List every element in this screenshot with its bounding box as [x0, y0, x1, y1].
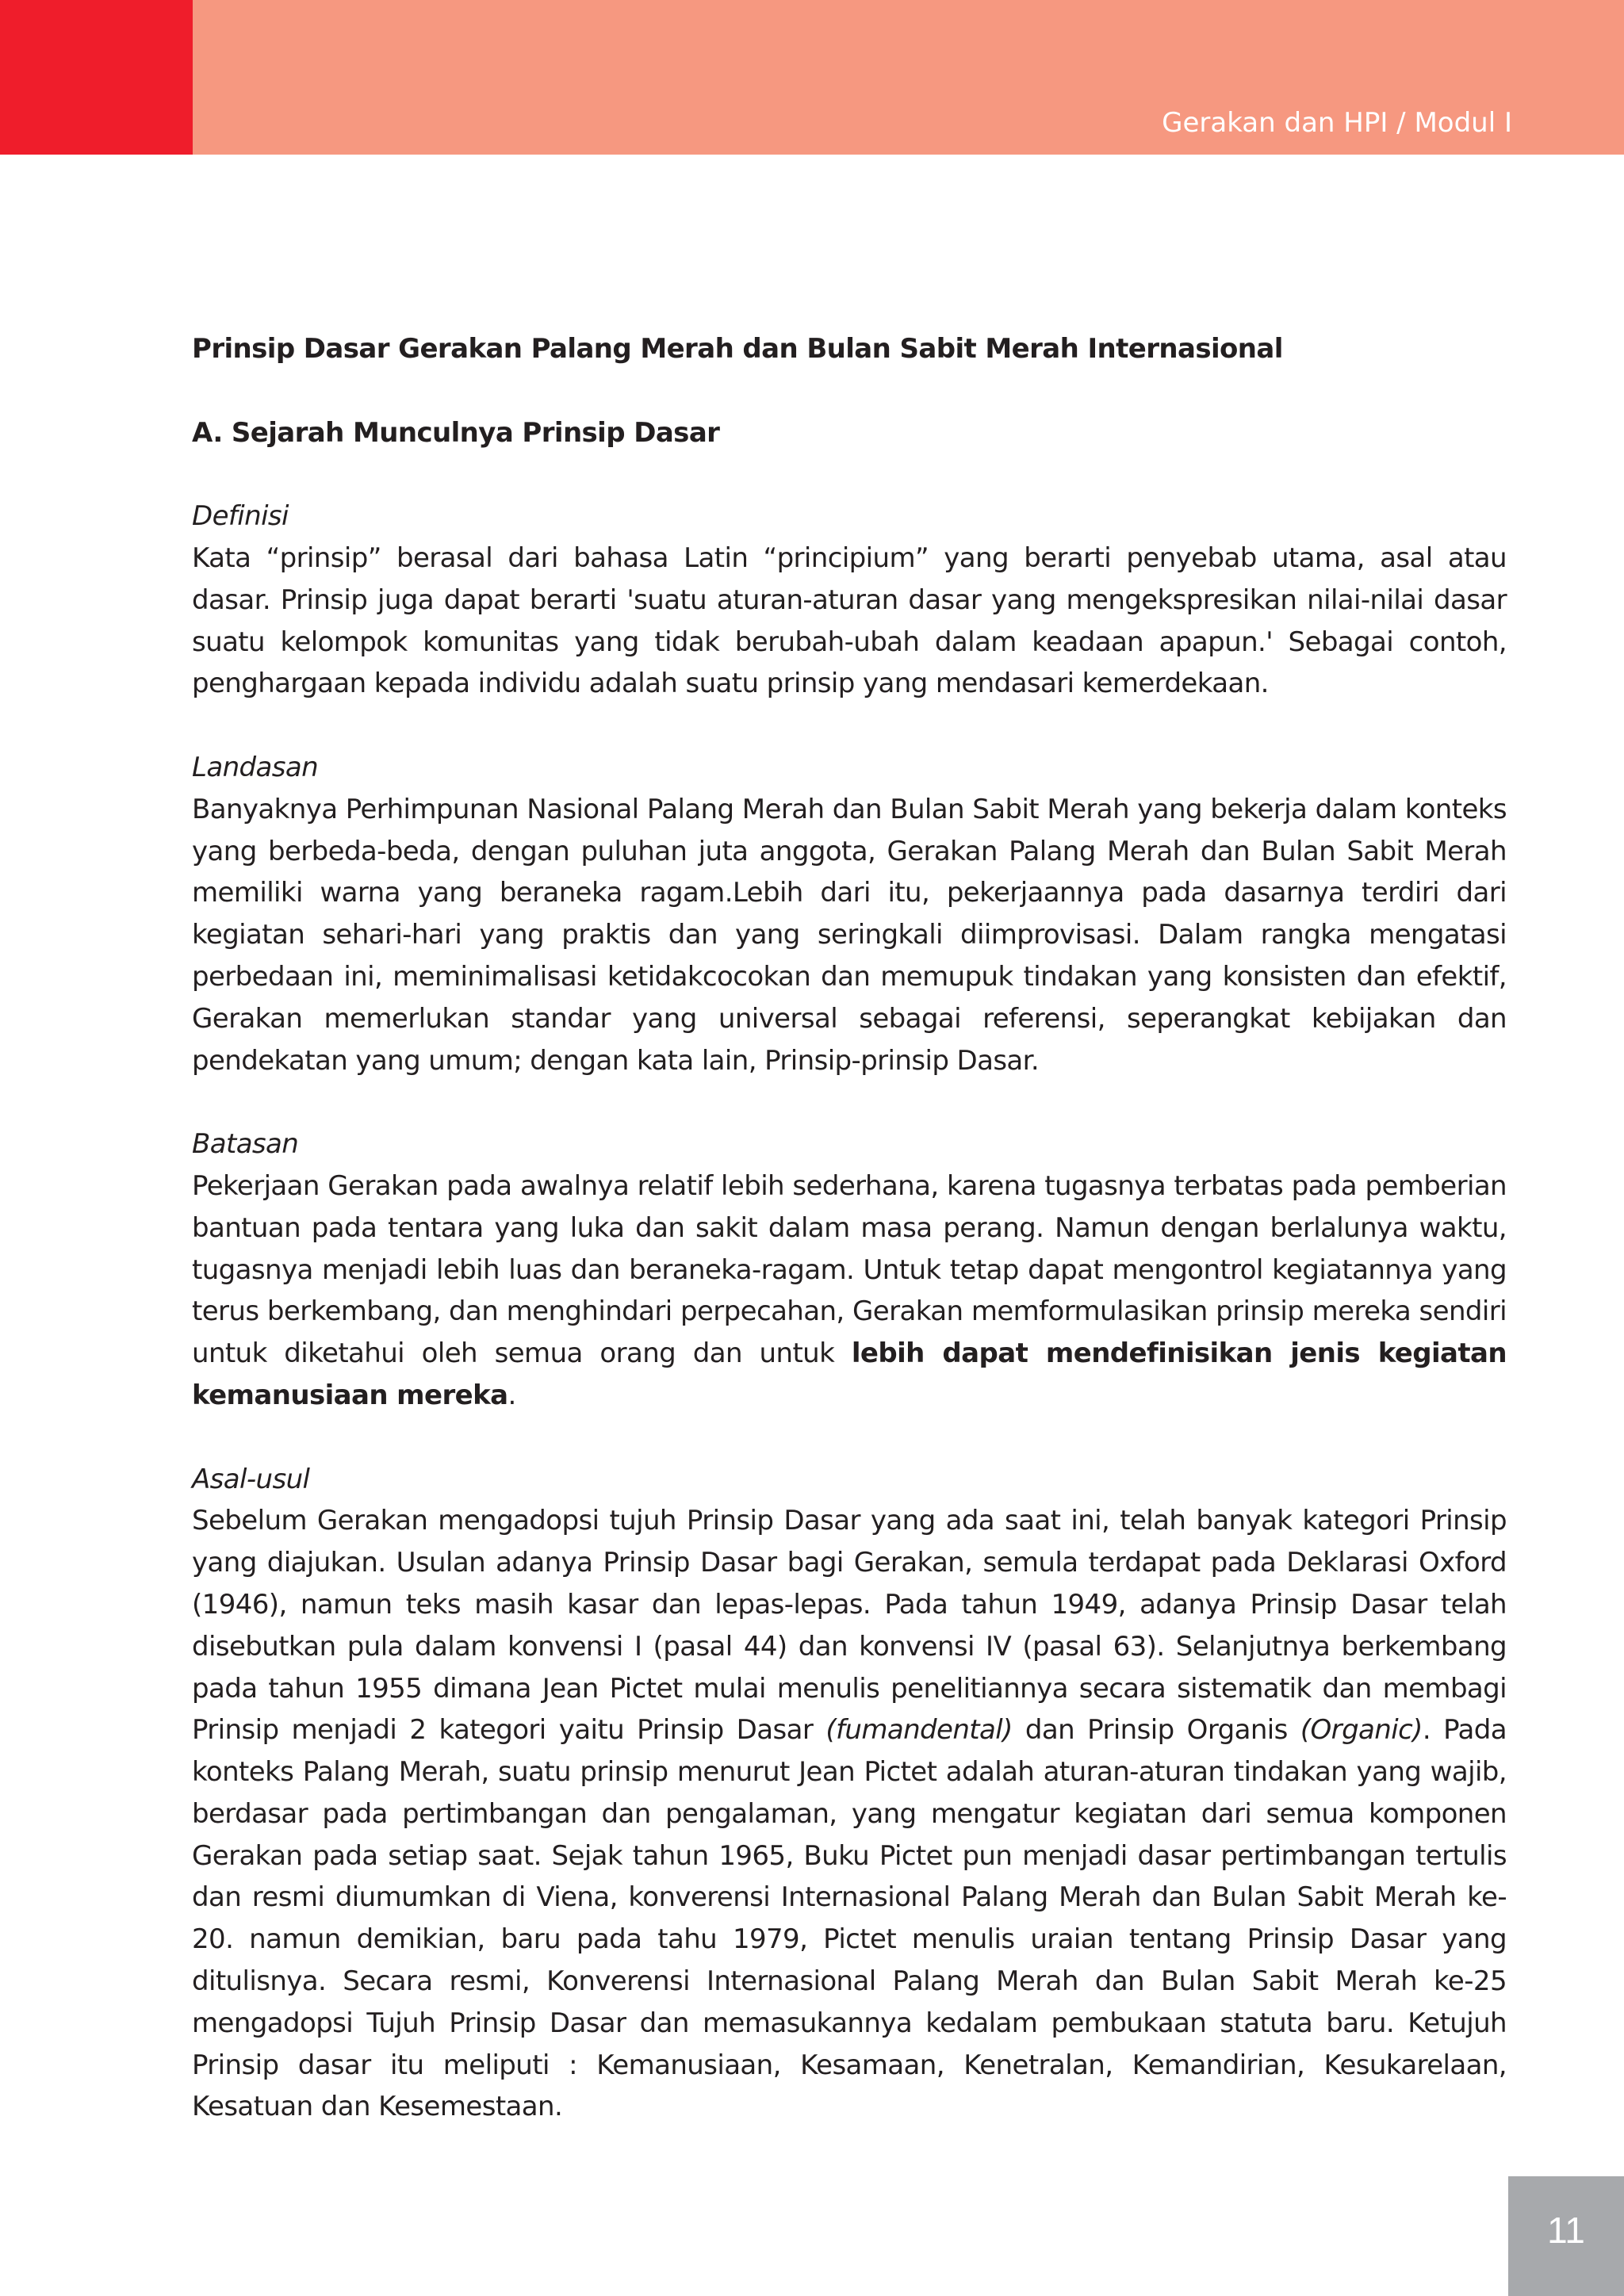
- asal-usul-italic-organic: (Organic): [1300, 1714, 1423, 1747]
- asal-usul-text-part1: Sebelum Gerakan mengadopsi tujuh Prinsip Dasar yang ada saat ini, telah banyak kategori Prinsip yang diajukan. Usulan adanya Prinsip Dasar bagi Gerakan, semula terdapat pada Deklarasi Oxford (1946), namun teks masih kasar dan lepas-lepas. Pada tahun 1949, adanya Prinsip Dasar telah disebutkan pula dalam konvensi I (pasal 44) dan konvensi IV (pasal 63). Selanjutnya berkembang pada tahun 1955 dimana Jean Pictet mulai menulis penelitiannya secara sistematik dan membagi Prinsip menjadi 2 kategori yaitu Prinsip Dasar: [192, 1505, 1507, 1747]
- page-content: [192, 328, 1507, 2128]
- asal-usul-text-part2: dan Prinsip Organis: [1012, 1714, 1300, 1747]
- paragraph-definisi: Kata “prinsip” berasal dari bahasa Latin “principium” yang berarti penyebab utama, asal atau dasar. Prinsip juga dapat berarti 'suatu aturan-aturan dasar yang mengekspresikan nilai-nilai dasar suatu kelompok komunitas yang tidak berubah-ubah dalam keadaan apapun.' Sebagai contoh, penghargaan kepada individu adalah suatu prinsip yang mendasari kemerdekaan.: [192, 541, 1507, 700]
- page-number: 11: [1547, 2210, 1585, 2251]
- spacer: [192, 705, 1507, 747]
- page-number-box: [1508, 2176, 1624, 2296]
- asal-usul-italic-fundamental: (fumandental): [825, 1714, 1013, 1747]
- batasan-text-end: .: [508, 1379, 516, 1411]
- document-title: Prinsip Dasar Gerakan Palang Merah dan Bulan Sabit Merah Internasional: [192, 333, 1283, 365]
- subheading-definisi: Definisi: [192, 500, 289, 533]
- section-heading: A. Sejarah Munculnya Prinsip Dasar: [192, 416, 720, 449]
- spacer: [192, 1417, 1507, 1459]
- spacer: [192, 1081, 1507, 1123]
- spacer: [192, 370, 1507, 412]
- paragraph-asal-usul: [192, 1500, 1507, 2128]
- batasan-text: Pekerjaan Gerakan pada awalnya relatif lebih sederhana, karena tugasnya terbatas pada pemberian bantuan pada tentara yang luka dan sakit dalam masa perang. Namun dengan berlalunya waktu, tugasnya menjadi lebih luas dan beraneka-ragam. Untuk tetap dapat mengontrol kegiatannya yang terus berkembang, dan menghindari perpecahan, Gerakan memformulasikan prinsip mereka sendiri untuk diketahui oleh semua orang dan untuk: [192, 1169, 1507, 1370]
- header-accent-block: [0, 0, 193, 155]
- paragraph-landasan: Banyaknya Perhimpunan Nasional Palang Merah dan Bulan Sabit Merah yang bekerja dalam konteks yang berbeda-beda, dengan puluhan juta anggota, Gerakan Palang Merah dan Bulan Sabit Merah memiliki warna yang beraneka ragam.Lebih dari itu, pekerjaannya pada dasarnya terdiri dari kegiatan sehari-hari yang praktis dan yang seringkali diimprovisasi. Dalam rangka mengatasi perbedaan ini, meminimalisasi ketidakcocokan dan memupuk tindakan yang konsisten dan efektif, Gerakan memerlukan standar yang universal sebagai referensi, seperangkat kebijakan dan pendekatan yang umum; dengan kata lain, Prinsip-prinsip Dasar.: [192, 793, 1507, 1077]
- batasan-bold-text: lebih dapat mendefinisikan jenis kegiatan kemanusiaan mereka: [192, 1337, 1507, 1411]
- subheading-landasan: Landasan: [192, 751, 319, 783]
- asal-usul-text-part3: . Pada konteks Palang Merah, suatu prinsip menurut Jean Pictet adalah aturan-aturan tindakan yang wajib, berdasar pada pertimbangan dan pengalaman, yang mengatur kegiatan dari semua komponen Gerakan pada setiap saat. Sejak tahun 1965, Buku Pictet pun menjadi dasar pertimbangan tertulis dan resmi diumumkan di Viena, konverensi Internasional Palang Merah dan Bulan Sabit Merah ke-20. namun demikian, baru pada tahu 1979, Pictet menulis uraian tentang Prinsip Dasar yang ditulisnya. Secara resmi, Konverensi Internasional Palang Merah dan Bulan Sabit Merah ke-25 mengadopsi Tujuh Prinsip Dasar dan memasukannya kedalam pembukaan statuta baru. Ketujuh Prinsip dasar itu meliputi : Kemanusiaan, Kesamaan, Kenetralan, Kemandirian, Kesukarelaan, Kesatuan dan Kesemestaan.: [192, 1714, 1507, 2123]
- subheading-batasan: Batasan: [192, 1128, 299, 1161]
- running-header-title: Gerakan dan HPI / Modul I: [1162, 107, 1512, 139]
- header-band: [0, 0, 1624, 155]
- spacer: [192, 453, 1507, 496]
- subheading-asal-usul: Asal-usul: [192, 1463, 310, 1495]
- paragraph-batasan: [192, 1165, 1507, 1417]
